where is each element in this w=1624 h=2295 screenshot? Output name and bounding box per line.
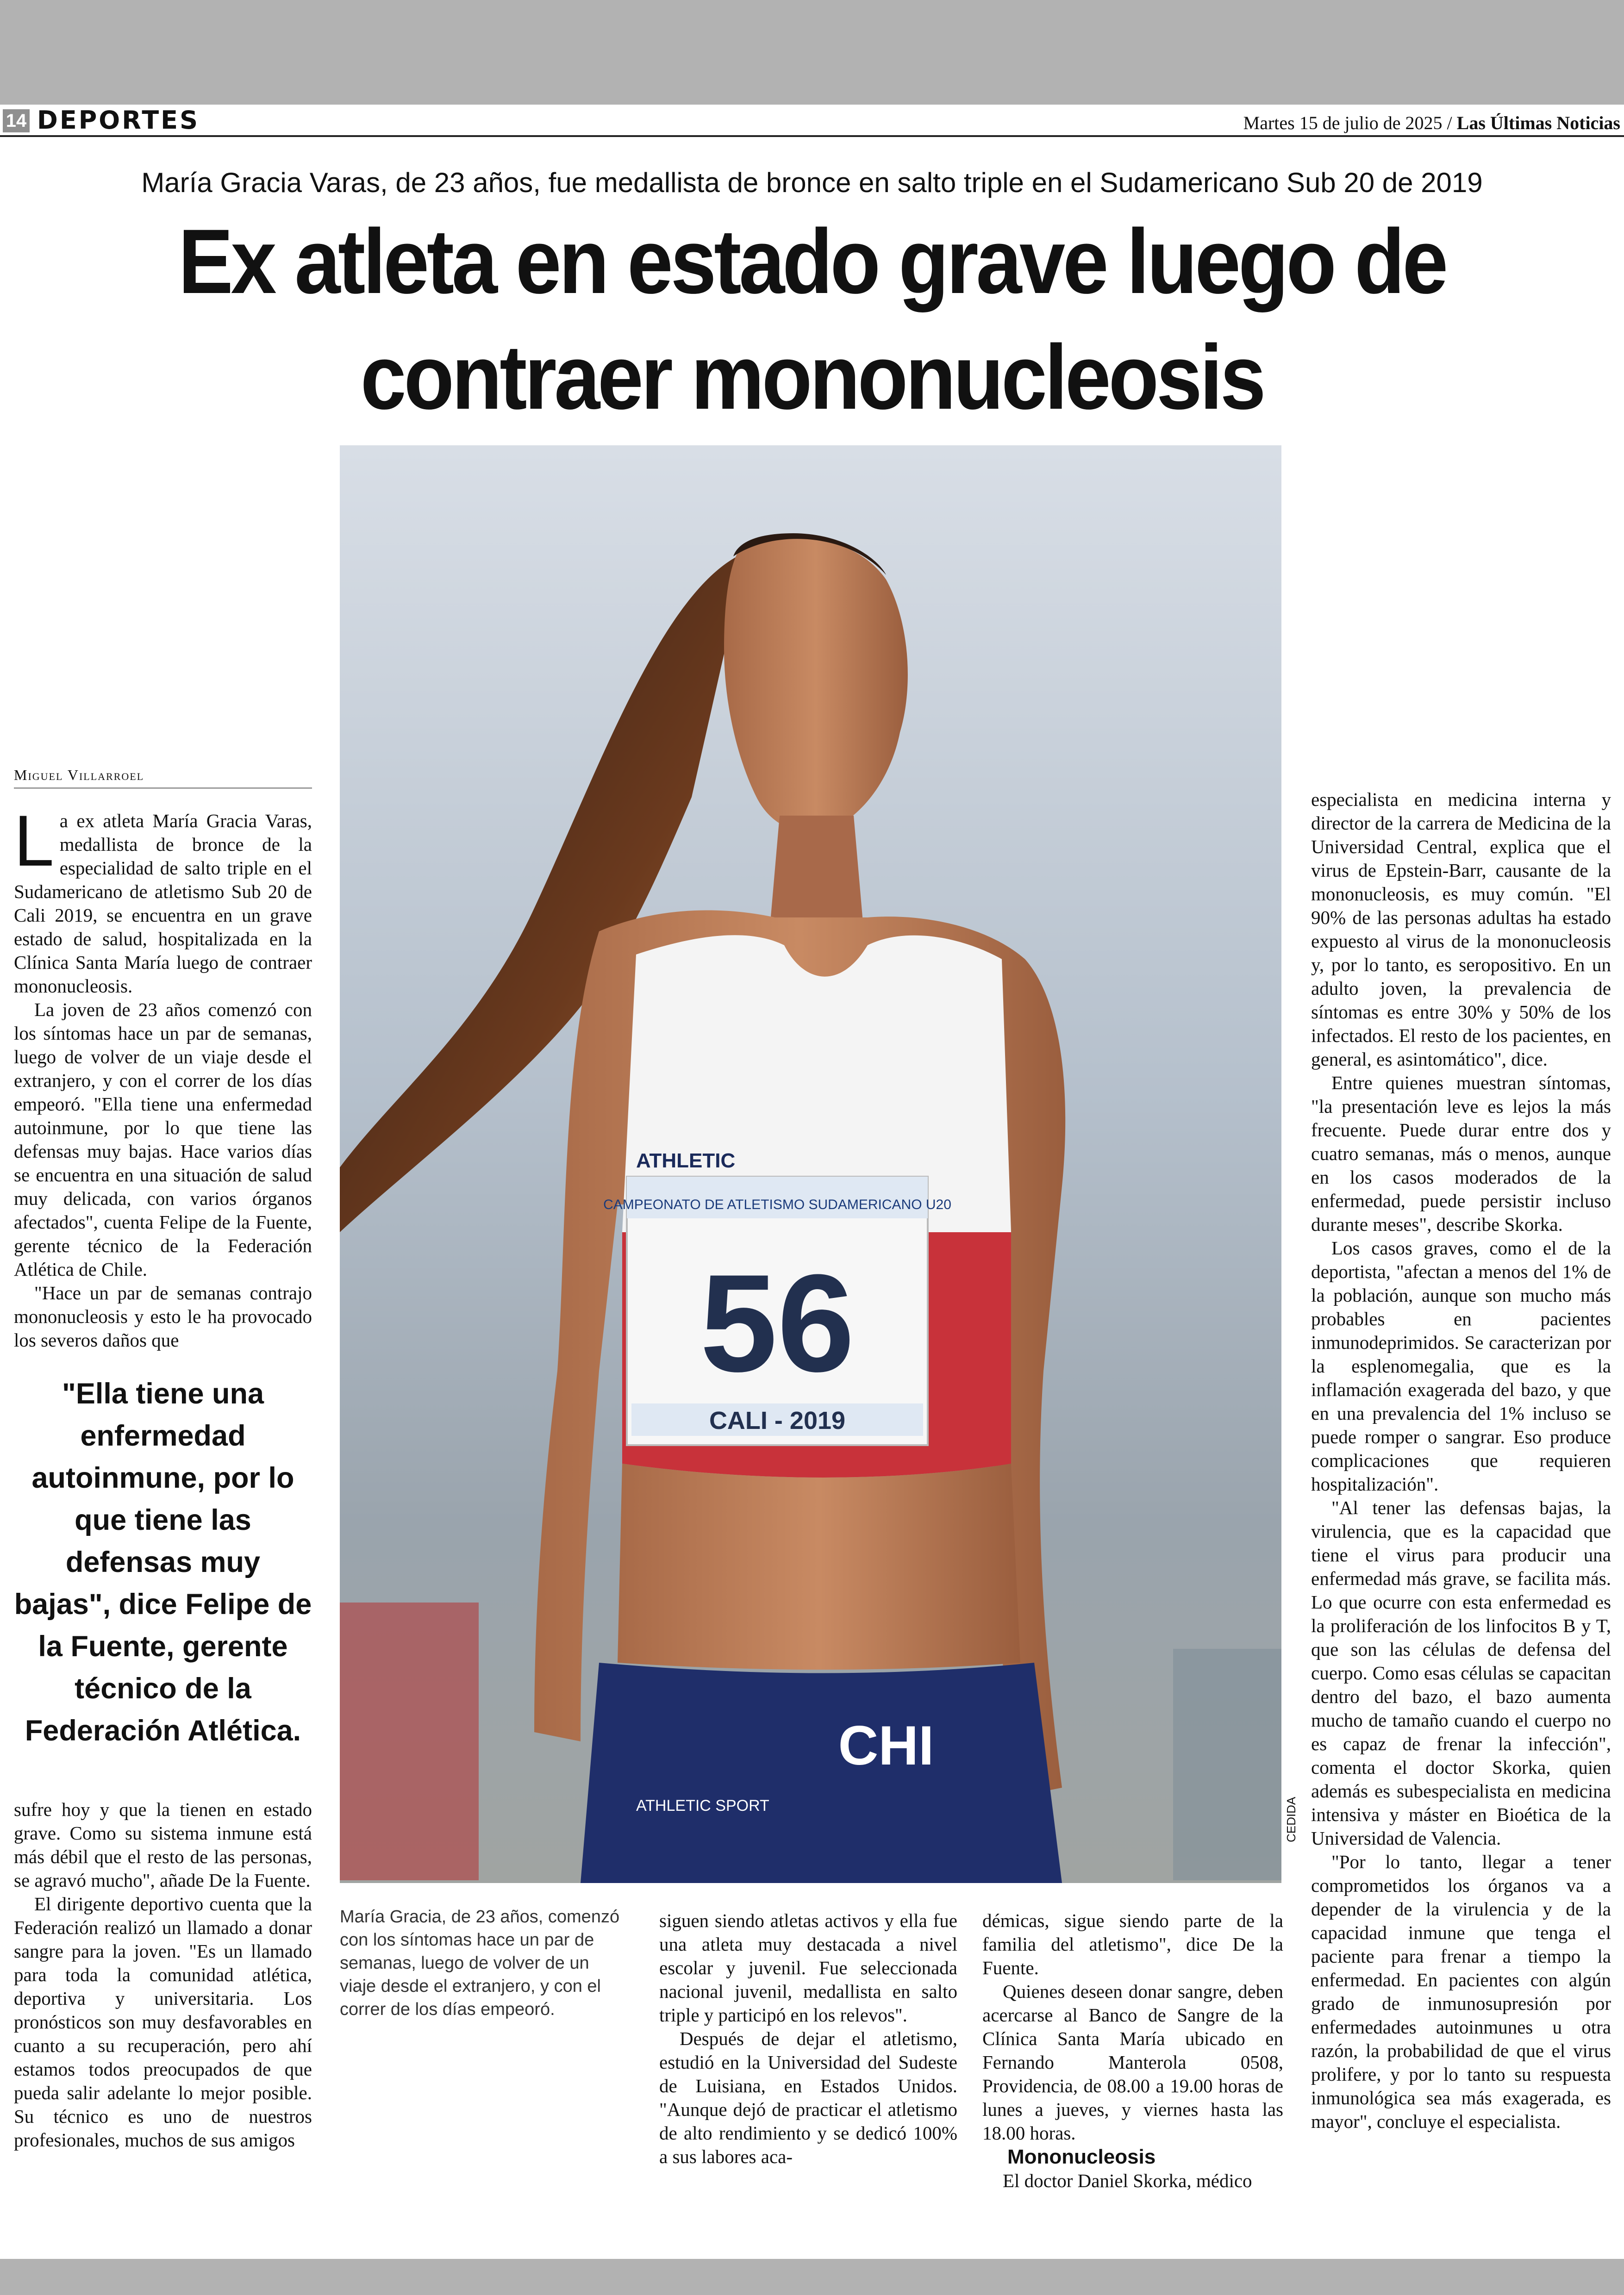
- byline: Miguel Villarroel: [14, 767, 312, 789]
- paragraph: démicas, sigue siendo parte de la familia del atletismo", dice De la Fuente.: [982, 1910, 1283, 1978]
- newspaper-name: Las Últimas Noticias: [1456, 112, 1620, 133]
- athlete-photo: [340, 445, 1281, 1883]
- issue-date: Martes 15 de julio de 2025: [1243, 112, 1443, 133]
- photo-caption: María Gracia, de 23 años, comenzó con los síntomas hace un par de semanas, luego de volver de un viaje desde el extranjero, y con el correr de los días empeoró.: [340, 1907, 620, 2019]
- top-brand-text: ATHLETIC: [636, 1149, 736, 1172]
- page-header: [0, 105, 1624, 137]
- column-1-top: [14, 801, 312, 1352]
- drop-cap: L: [14, 801, 54, 881]
- page-number: 14: [3, 109, 30, 132]
- column-1-bottom: [14, 1798, 312, 2152]
- article-kicker: María Gracia Varas, de 23 años, fue medallista de bronce en salto triple en el Sudamericano Sub 20 de 2019: [141, 167, 1483, 198]
- paragraph: sufre hoy y que la tienen en estado grave. Como su sistema inmune está más débil que el resto de las personas, se agravó mucho", añade De la Fuente.: [14, 1799, 312, 1891]
- lead-text: a ex atleta María Gracia Varas, medallista de bronce de la especialidad de salto triple en el Sudamericano de atletismo Sub 20 de Cali 2019, se encuentra en un grave estado de salud, hospitalizada en la Clínica Santa María luego de contraer mononucleosis.: [14, 810, 312, 997]
- bib-number: 56: [700, 1245, 855, 1401]
- pull-quote: "Ella tiene una enfermedad autoinmune, por lo que tiene las defensas muy bajas", dice Felipe de la Fuente, gerente técnico de la Federación Atlética.: [14, 1378, 312, 1747]
- issue-separator: /: [1447, 112, 1452, 133]
- bib-city: CALI - 2019: [709, 1407, 846, 1434]
- paragraph: El dirigente deportivo cuenta que la Federación realizó un llamado a donar sangre para la joven. "Es un llamado para toda la comunidad atlética, deportiva y universitaria. Los pronósticos son muy desfavorables en cuanto a su recuperación, pero ahí estamos todos preocupados de que pueda salir adelante lo mejor posible. Su técnico es uno de nuestros profesionales, muchos de sus amigos: [14, 1893, 312, 2151]
- paragraph: Quienes deseen donar sangre, deben acercarse al Banco de Sangre de la Clínica Santa María ubicado en Fernando Manterola 0508, Providencia, de 08.00 a 19.00 horas de lunes a jueves, y viernes hasta las 18.00 horas.: [982, 1981, 1283, 2144]
- paragraph: siguen siendo atletas activos y ella fue una atleta muy destacada a nivel escolar y juvenil. Fue seleccionada nacional juvenil, medallista en salto triple y participó en los relevos".: [659, 1910, 957, 2026]
- paragraph: Entre quienes muestran síntomas, "la presentación leve es lejos la más frecuente. Puede durar entre dos y cuatro semanas, más o menos, aunque en los casos moderados de la enfermedad, puede persistir incluso durante meses", describe Skorka.: [1311, 1072, 1611, 1235]
- athlete-illustration: [340, 445, 1281, 1883]
- article-headline: Ex atleta en estado grave luego de contraer mononucleosis: [178, 210, 1446, 428]
- paragraph: "Hace un par de semanas contrajo mononucleosis y esto le ha provocado los severos daños que: [14, 1282, 312, 1351]
- shorts-country: CHI: [838, 1715, 934, 1777]
- issue-line: [1243, 112, 1620, 134]
- subheading: Mononucleosis: [1007, 2145, 1156, 2168]
- bottom-margin-band: [0, 2259, 1624, 2295]
- photo-credit: CEDIDA: [1284, 1796, 1298, 1842]
- paragraph: Después de dejar el atletismo, estudió en la Universidad del Sudeste de Luisiana, en Estados Unidos. "Aunque dejó de practicar el atletismo de alto rendimiento y se dedicó 100% a sus labores aca-: [659, 2028, 957, 2167]
- shorts-brand: ATHLETIC SPORT: [636, 1797, 769, 1815]
- paragraph: "Por lo tanto, llegar a tener comprometidos los órganos va a depender de la virulencia y de la capacidad inmune que tenga el paciente para frenar a tiempo la enfermedad. En pacientes con algún grado de inmunosupresión por enfermedades autoinmunes u otra razón, la probabilidad de que el virus prolifere, y por lo tanto su respuesta inmunológica sea más exagerada, es mayor", concluye el especialista.: [1311, 1851, 1611, 2132]
- paragraph: especialista en medicina interna y director de la carrera de Medicina de la Universidad Central, explica que el virus de Epstein-Barr, causante de la mononucleosis, es muy común. "El 90% de las personas adultas ha estado expuesto al virus de la mononucleosis y, por lo tanto, es seropositivo. En un adulto joven, la prevalencia de síntomas es entre 30% y 50% de los infectados. El resto de los pacientes, en general, es asintomático", dice.: [1311, 789, 1611, 1070]
- bib-event-text: CAMPEONATO DE ATLETISMO SUDAMERICANO U20: [603, 1197, 951, 1212]
- column-3: [982, 1909, 1283, 2193]
- lead-paragraph: [14, 801, 312, 998]
- section-title: DEPORTES: [37, 106, 200, 135]
- top-margin-band: [0, 0, 1624, 105]
- paragraph: "Al tener las defensas bajas, la virulencia, que es la capacidad que tiene el virus para producir una enfermedad más grave, se facilita más. Lo que ocurre con esta enfermedad es la proliferación de los linfocitos B y T, que son las células de defensa del cuerpo. Como esas células se capacitan dentro del bazo, el bazo aumenta mucho de tamaño cuando el cuerpo no es capaz de frenar la infección", comenta el doctor Skorka, quien además es subespecialista en medicina intensiva y máster en Bioética de la Universidad de Valencia.: [1311, 1497, 1611, 1849]
- column-2: [659, 1909, 957, 2169]
- paragraph: La joven de 23 años comenzó con los síntomas hace un par de semanas, luego de volver de un viaje desde el extranjero, y con el correr de los días empeoró. "Ella tiene una enfermedad autoinmune, por lo que tiene las defensas muy bajas. Hace varios días se encuentra en una situación de salud muy delicada, con varios órganos afectados", cuenta Felipe de la Fuente, gerente técnico de la Federación Atlética de Chile.: [14, 999, 312, 1280]
- paragraph: Los casos graves, como el de la deportista, "afectan a menos del 1% de la población, aunque son mucho más probables en pacientes inmunodeprimidos. Se caracterizan por la esplenomegalia, que es la inflamación exagerada del bazo, y que en una prevalencia del 1% incluso se puede romper o sangrar. Eso produce complicaciones que requieren hospitalización".: [1311, 1237, 1611, 1495]
- paragraph: El doctor Daniel Skorka, médico: [1003, 2170, 1252, 2191]
- column-4: [1311, 788, 1611, 2133]
